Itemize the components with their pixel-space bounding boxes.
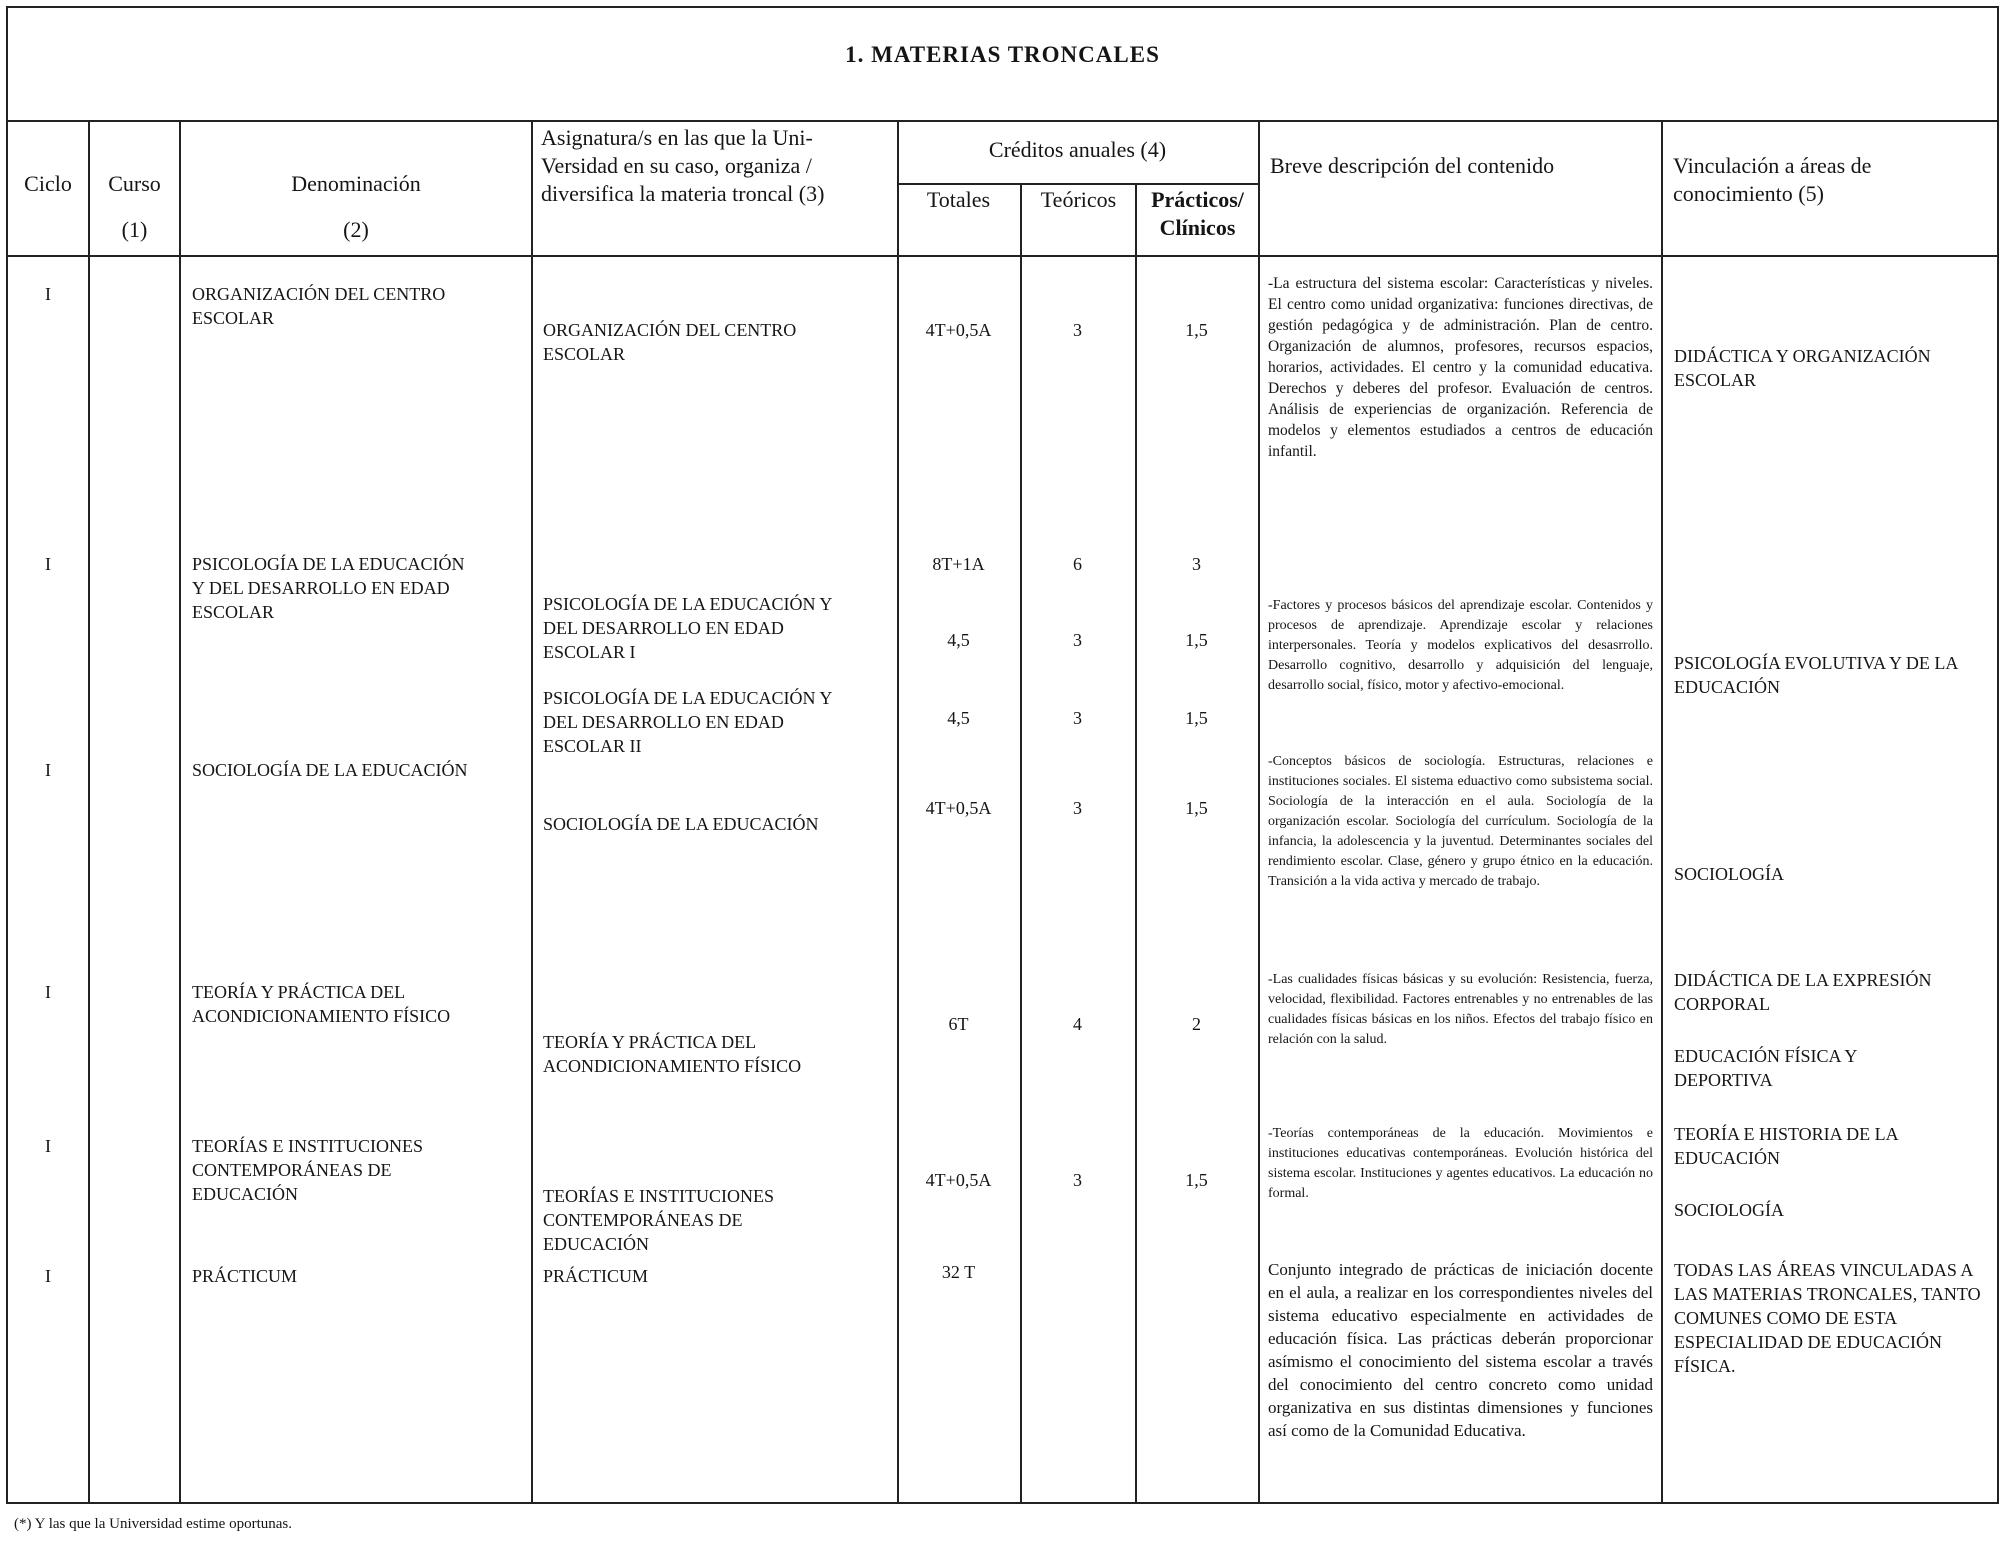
- denominacion-line: TEORÍA Y PRÁCTICA DEL: [192, 982, 406, 1002]
- asignatura-line: ORGANIZACIÓN DEL CENTRO: [543, 320, 797, 340]
- row-ciclo: I: [45, 554, 51, 574]
- header-curso: Curso: [108, 171, 161, 196]
- denominacion-line: Y DEL DESARROLLO EN EDAD: [192, 578, 450, 598]
- header-asignatura-line: Versidad en su caso, organiza /: [541, 153, 812, 178]
- denominacion-line: SOCIOLOGÍA DE LA EDUCACIÓN: [192, 760, 468, 780]
- denominacion-line: PSICOLOGÍA DE LA EDUCACIÓN: [192, 554, 465, 574]
- asignatura-line: DEL DESARROLLO EN EDAD: [543, 618, 784, 638]
- row-asignatura: [543, 318, 888, 366]
- column-divider: [1020, 183, 1022, 1502]
- asignatura-line: PSICOLOGÍA DE LA EDUCACIÓN Y: [543, 594, 833, 614]
- credit-totales: 4T+0,5A: [925, 798, 992, 818]
- asignatura-line: ESCOLAR II: [543, 736, 642, 756]
- credit-practicos: 1,5: [1185, 630, 1208, 650]
- asignatura-line: SOCIOLOGÍA DE LA EDUCACIÓN: [543, 814, 819, 834]
- denominacion-line: ORGANIZACIÓN DEL CENTRO: [192, 284, 446, 304]
- column-divider: [1135, 183, 1137, 1502]
- row-area: DIDÁCTICA DE LA EXPRESIÓN CORPORAL: [1674, 970, 1932, 1014]
- header-vinculacion: [1673, 152, 1993, 208]
- credit-practicos: 2: [1192, 1014, 1201, 1034]
- denominacion-line: ESCOLAR: [192, 602, 275, 622]
- row-area: TEORÍA E HISTORIA DE LA EDUCACIÓN: [1674, 1124, 1898, 1168]
- row-descripcion: Conjunto integrado de prácticas de iniciación docente en el aula, a realizar en los correspondientes niveles del sistema educativo especialmente en actividades de educación física. Las prácticas deberán proporcionar asímismo el conocimiento del sistema escolar a través del conocimiento del centro concreto como unidad organizativa en sus distintas dimensiones y funciones así como de la Comunidad Educativa.: [1268, 1260, 1653, 1440]
- row-descripcion: -Teorías contemporáneas de la educación. Movimientos e instituciones educativas contemporáneas. Evolución histórica del sistema escolar. Instituciones y agentes educativos. La educación no formal.: [1268, 1126, 1653, 1201]
- asignatura-line: PRÁCTICUM: [543, 1266, 649, 1286]
- header-practicos-line: Prácticos/: [1151, 187, 1244, 212]
- header-vinculacion-line: Vinculación a áreas de: [1673, 153, 1872, 178]
- header-vinculacion-line: conocimiento (5): [1673, 181, 1824, 206]
- row-descripcion: -Las cualidades físicas básicas y su evolución: Resistencia, fuerza, velocidad, flexibilidad. Factores entrenables y no entrenables de las cualidades físicas básicas en los niños. Efectos del trabajo físico en relación con la salud.: [1268, 972, 1653, 1047]
- credit-totales: 6T: [948, 1014, 969, 1034]
- asignatura-line: ESCOLAR: [543, 344, 626, 364]
- row-ciclo: I: [45, 982, 51, 1002]
- row-descripcion: -Conceptos básicos de sociología. Estructuras, relaciones e instituciones sociales. El sistema eduactivo como subsistema social. Sociología de la interacción en el aula. Sociología de la organización escolar. Sociología del currículum. Sociología de la infancia, la adolescencia y la juventud. Determinantes sociales del rendimiento escolar. Clase, género y grupo étnico en la educación. Transición a la vida activa y mercado de trabajo.: [1268, 754, 1653, 889]
- row-area: SOCIOLOGÍA: [1674, 864, 1784, 884]
- header-totales: Totales: [926, 187, 991, 212]
- row-ciclo: I: [45, 284, 51, 304]
- asignatura-line: CONTEMPORÁNEAS DE: [543, 1210, 743, 1230]
- column-divider: [1258, 122, 1260, 1502]
- row-area: EDUCACIÓN FÍSICA Y DEPORTIVA: [1674, 1046, 1857, 1090]
- row-ciclo: I: [45, 1136, 51, 1156]
- asignatura-line: ACONDICIONAMIENTO FÍSICO: [543, 1056, 802, 1076]
- denominacion-line: EDUCACIÓN: [192, 1184, 298, 1204]
- header-curso-note: (1): [121, 217, 148, 242]
- asignatura-line: PSICOLOGÍA DE LA EDUCACIÓN Y: [543, 688, 833, 708]
- row-denominacion: [192, 1134, 522, 1206]
- credit-totales: 4T+0,5A: [925, 320, 992, 340]
- row-area: DIDÁCTICA Y ORGANIZACIÓN ESCOLAR: [1674, 346, 1931, 390]
- row-denominacion: [192, 282, 522, 330]
- credit-teoricos: 4: [1073, 1014, 1082, 1034]
- row-ciclo: I: [45, 760, 51, 780]
- materias-troncales-table: [6, 6, 1999, 1504]
- row-asignatura: [543, 1030, 888, 1078]
- header-creditos: Créditos anuales (4): [988, 137, 1167, 162]
- header-divider: [8, 255, 1997, 257]
- footnote: (*) Y las que la Universidad estime oportunas.: [14, 1516, 292, 1532]
- header-ciclo: Ciclo: [24, 171, 72, 196]
- row-asignatura: [543, 1184, 888, 1256]
- column-divider: [88, 122, 90, 1502]
- row-area: SOCIOLOGÍA: [1674, 1200, 1784, 1220]
- row-denominacion: [192, 1264, 522, 1288]
- column-divider: [179, 122, 181, 1502]
- denominacion-line: TEORÍAS E INSTITUCIONES: [192, 1136, 423, 1156]
- column-divider: [531, 122, 533, 1502]
- table-title: 1. MATERIAS TRONCALES: [845, 42, 1160, 67]
- credit-practicos: 1,5: [1185, 320, 1208, 340]
- row-descripcion: -La estructura del sistema escolar: Características y niveles. El centro como unidad organizativa: funciones directivas, de gestión pedagógica y de administración. Plan de centro. Organización de alumnos, profesores, recursos espacios, horarios, actividades. El centro y la comunidad educativa. Derechos y deberes del profesor. Evaluación de centros. Análisis de experiencias de organización. Referencia de modelos y elementos estudiados a centros de educación infantil.: [1268, 275, 1653, 460]
- row-asignatura: [543, 812, 888, 836]
- row-area: TODAS LAS ÁREAS VINCULADAS A LAS MATERIAS TRONCALES, TANTO COMUNES COMO DE ESTA ESPECIALIDAD DE EDUCACIÓN FÍSICA.: [1674, 1260, 1981, 1376]
- row-area: PSICOLOGÍA EVOLUTIVA Y DE LA EDUCACIÓN: [1674, 653, 1958, 697]
- asignatura-line: ESCOLAR I: [543, 642, 636, 662]
- asignatura-line: TEORÍAS E INSTITUCIONES: [543, 1186, 774, 1206]
- row-asignatura: [543, 1264, 888, 1288]
- asignatura-line: DEL DESARROLLO EN EDAD: [543, 712, 784, 732]
- header-practicos: [1137, 186, 1258, 242]
- row-asignatura: [543, 686, 888, 758]
- header-asignatura: [541, 124, 891, 208]
- denominacion-line: CONTEMPORÁNEAS DE: [192, 1160, 392, 1180]
- asignatura-line: EDUCACIÓN: [543, 1234, 649, 1254]
- credit-totales: 8T+1A: [932, 554, 985, 574]
- row-asignatura: [543, 592, 888, 664]
- header-teoricos: Teóricos: [1040, 187, 1117, 212]
- row-descripcion: -Factores y procesos básicos del aprendizaje escolar. Contenidos y procesos de aprendizaje. Aprendizaje escolar y relaciones interpersonales. Teoría y modelos explicativos del desasrrollo. Desarrollo cognitivo, desarrollo y adquisición del lenguaje, desarrollo social, físico, motor y afectivo-emocional.: [1268, 598, 1653, 693]
- header-denominacion-note: (2): [343, 217, 369, 242]
- row-denominacion: [192, 552, 522, 624]
- credit-teoricos: 3: [1073, 798, 1082, 818]
- title-row: [8, 8, 1997, 122]
- credit-teoricos: 3: [1073, 708, 1082, 728]
- credit-practicos: 3: [1192, 554, 1201, 574]
- header-asignatura-line: diversifica la materia troncal (3): [541, 181, 825, 206]
- credit-practicos: 1,5: [1185, 1170, 1208, 1190]
- credit-totales: 32 T: [941, 1262, 976, 1282]
- denominacion-line: ESCOLAR: [192, 308, 275, 328]
- asignatura-line: TEORÍA Y PRÁCTICA DEL: [543, 1032, 757, 1052]
- credit-teoricos: 6: [1073, 554, 1082, 574]
- header-asignatura-line: Asignatura/s en las que la Uni-: [541, 125, 813, 150]
- credit-practicos: 1,5: [1185, 798, 1208, 818]
- credit-practicos: 1,5: [1185, 708, 1208, 728]
- header-practicos-line: Clínicos: [1159, 215, 1236, 240]
- header-descripcion: Breve descripción del contenido: [1270, 153, 1555, 178]
- column-divider: [1661, 122, 1663, 1502]
- creditos-divider: [897, 183, 1258, 185]
- credit-totales: 4T+0,5A: [925, 1170, 992, 1190]
- denominacion-line: PRÁCTICUM: [192, 1266, 298, 1286]
- row-denominacion: [192, 980, 522, 1028]
- credit-totales: 4,5: [947, 708, 970, 728]
- credit-totales: 4,5: [947, 630, 970, 650]
- denominacion-line: ACONDICIONAMIENTO FÍSICO: [192, 1006, 451, 1026]
- header-denominacion: Denominación: [291, 171, 421, 196]
- credit-teoricos: 3: [1073, 320, 1082, 340]
- credit-teoricos: 3: [1073, 1170, 1082, 1190]
- credit-teoricos: 3: [1073, 630, 1082, 650]
- row-denominacion: [192, 758, 522, 782]
- row-ciclo: I: [45, 1266, 51, 1286]
